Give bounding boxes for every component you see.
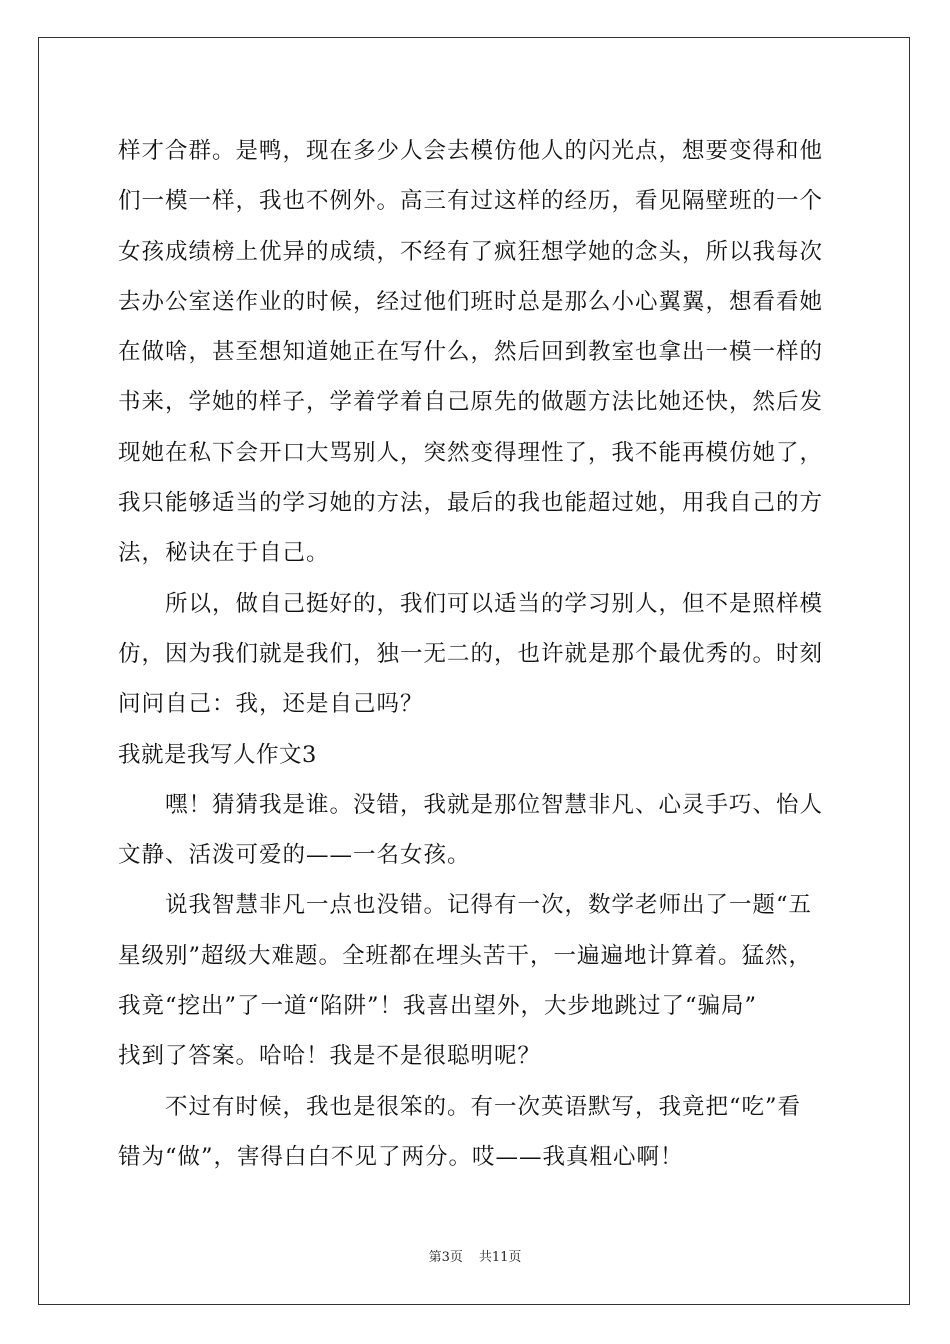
text-line: 仿，因为我们就是我们，独一无二的，也许就是那个最优秀的。时刻 <box>118 640 824 667</box>
text-line: 书来，学她的样子，学着学着自己原先的做题方法比她还快，然后发 <box>118 389 824 416</box>
text-line: 嘿！猜猜我是谁。没错，我就是那位智慧非凡、心灵手巧、怡人 <box>165 791 824 818</box>
text-line: 不过有时候，我也是很笨的。有一次英语默写，我竟把“吃”看 <box>165 1093 802 1120</box>
page-total: 共11页 <box>478 1250 522 1265</box>
page-footer <box>0 1246 950 1265</box>
text-line: 找到了答案。哈哈！我是不是很聪明呢？ <box>118 1043 542 1070</box>
page-number: 第3页 <box>428 1250 463 1265</box>
text-line: 我只能够适当的学习她的方法，最后的我也能超过她，用我自己的方 <box>118 490 824 517</box>
text-line: 样才合群。是鸭，现在多少人会去模仿他人的闪光点，想要变得和他 <box>118 138 824 164</box>
text-line: 女孩成绩榜上优异的成绩，不经有了疯狂想学她的念头，所以我每次 <box>118 238 824 265</box>
text-line: 问问自己：我，还是自己吗？ <box>118 691 424 718</box>
section-heading: 我就是我写人作文3 <box>118 741 317 768</box>
text-line: 我竟“挖出”了一道“陷阱”！我喜出望外，大步地跳过了“骗局” <box>118 993 758 1020</box>
text-line: 现她在私下会开口大骂别人，突然变得理性了，我不能再模仿她了， <box>118 439 824 466</box>
text-line: 说我智慧非凡一点也没错。记得有一次，数学老师出了一题“五 <box>165 892 813 919</box>
text-line: 去办公室送作业的时候，经过他们班时总是那么小心翼翼，想看看她 <box>118 288 824 315</box>
text-line: 星级别”超级大难题。全班都在埋头苦干，一遍遍地计算着。猛然， <box>118 942 813 969</box>
text-line: 在做啥，甚至想知道她正在写什么，然后回到教室也拿出一模一样的 <box>118 339 824 366</box>
text-line: 法，秘诀在于自己。 <box>118 540 330 567</box>
document-body <box>118 126 832 1182</box>
text-line: 错为“做”，害得白白不见了两分。哎——我真粗心啊！ <box>118 1143 684 1170</box>
text-line: 们一模一样，我也不例外。高三有过这样的经历，看见隔壁班的一个 <box>118 188 824 215</box>
text-line: 所以，做自己挺好的，我们可以适当的学习别人，但不是照样模 <box>165 590 824 617</box>
text-line: 文静、活泼可爱的——一名女孩。 <box>118 842 471 869</box>
